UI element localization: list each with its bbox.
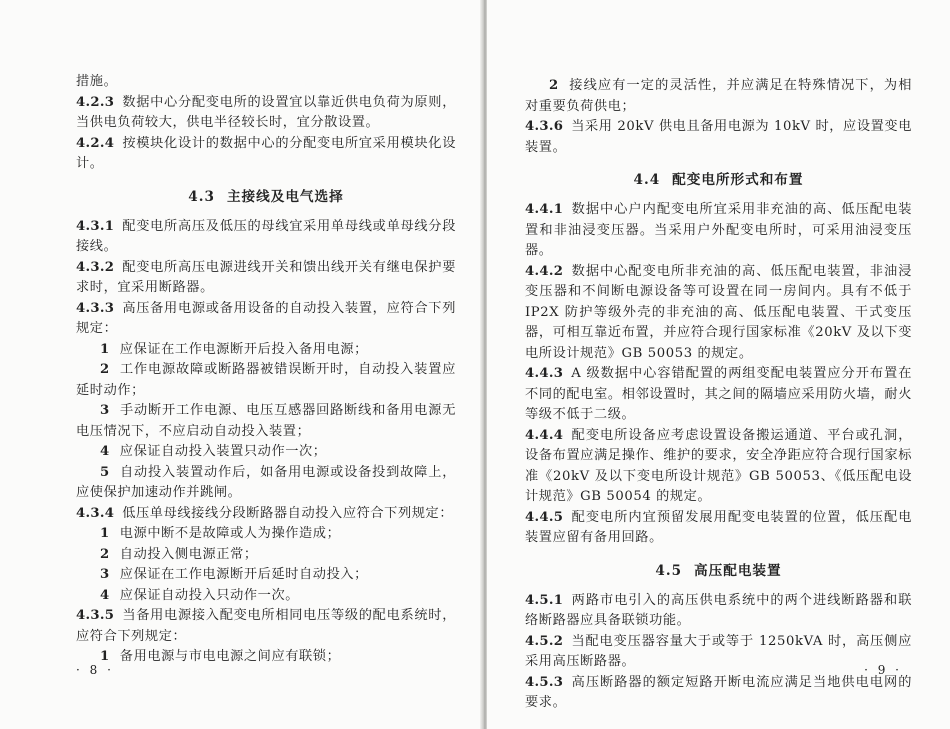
clause-paragraph [525, 508, 912, 549]
list-item-text: 应保证自动投入装置只动作一次； [119, 444, 327, 459]
list-item-number: 5 [100, 464, 110, 480]
list-item [76, 545, 456, 566]
clause-paragraph [525, 262, 912, 365]
clause-number: 4.3.2 [76, 259, 115, 275]
list-item-number: 4 [100, 587, 110, 603]
clause-text: 配变电所高压电源进线开关和馈出线开关有继电保护要求时，宜采用断路器。 [76, 259, 456, 295]
clause-number: 4.5.3 [525, 674, 564, 690]
clause-number: 4.4.2 [525, 263, 564, 279]
list-item [76, 586, 456, 607]
list-item-text: 应保证在工作电源断开后延时自动投入； [119, 567, 368, 582]
section-heading [525, 168, 912, 188]
list-item [76, 360, 456, 401]
clause-paragraph [76, 606, 456, 647]
page-left-body [76, 72, 456, 668]
clause-text: 两路市电引入的高压供电系统中的两个进线断路器和联络断路器应具备联锁功能。 [525, 592, 912, 628]
clause-text: 数据中心配变电所非充油的高、低压配电装置，非油浸变压器和不间断电源设备等可设置在同一房间内。具有不低于 IP2X 防护等级外壳的非充油的高、低压配电装置、干式变压器，可相互靠近布置，并应符合现行国家标准《20kV 及以下变电所设计规范》GB 50053 的规定。 [525, 263, 912, 361]
page-number-right: · 9 · [864, 663, 902, 677]
list-item-number: 1 [100, 341, 110, 357]
clause-paragraph [525, 632, 912, 673]
clause-number: 4.3.1 [76, 218, 115, 234]
clause-text: A 级数据中心容错配置的两组变配电装置应分开布置在不同的配电室。相邻设置时，其之间的隔墙应采用防火墙，耐火等级不低于二级。 [525, 366, 912, 422]
page-right-body [525, 76, 912, 714]
clause-text: 低压单母线接线分段断路器自动投入应符合下列规定： [122, 505, 454, 521]
list-item-number: 2 [100, 362, 110, 377]
clause-paragraph [76, 217, 456, 258]
list-item [76, 565, 456, 586]
list-item-text: 应保证自动投入只动作一次。 [119, 587, 300, 603]
list-item [76, 401, 456, 442]
clause-number: 4.3.5 [76, 608, 115, 623]
clause-paragraph [76, 134, 456, 175]
section-title: 配变电所形式和布置 [672, 172, 804, 188]
page-number-left: · 8 · [76, 663, 114, 677]
clause-text: 数据中心分配变电所的设置宜以靠近供电负荷为原则，当供电负荷较大，供电半径较长时，宜分散设置。 [76, 94, 456, 130]
clause-paragraph [76, 258, 456, 299]
clause-number: 4.3.4 [76, 505, 115, 521]
clause-paragraph [525, 591, 912, 632]
list-item-number: 2 [100, 546, 110, 562]
list-item-text: 备用电源与市电电源之间应有联锁； [119, 649, 341, 664]
section-title: 高压配电装置 [694, 562, 782, 579]
clause-text: 当配电变压器容量大于或等于 1250kVA 时，高压侧应采用高压断路器。 [525, 633, 912, 669]
list-item [76, 340, 456, 361]
list-item-number: 2 [549, 78, 559, 93]
list-item [76, 463, 456, 504]
clause-text: 当采用 20kV 供电且备用电源为 10kV 时，应设置变电装置。 [525, 119, 912, 155]
clause-paragraph [76, 299, 456, 340]
clause-text: 配变电所高压及低压的母线宜采用单母线或单母线分段接线。 [76, 218, 456, 254]
section-heading [76, 185, 456, 205]
clause-number: 4.4.1 [525, 202, 564, 217]
clause-number: 4.3.3 [76, 300, 115, 316]
clause-text: 高压断路器的额定短路开断电流应满足当地供电电网的要求。 [525, 674, 912, 710]
clause-number: 4.3.6 [525, 119, 564, 134]
clause-text: 高压备用电源或备用设备的自动投入装置，应符合下列规定： [76, 300, 456, 336]
section-number: 4.4 [633, 172, 661, 188]
clause-paragraph [525, 364, 912, 426]
clause-text: 配变电所内宜预留发展用配变电装置的位置，低压配电装置应留有备用回路。 [525, 509, 912, 545]
list-item-text: 手动断开工作电源、电压互感器回路断线和备用电源无电压情况下，不应启动自动投入装置； [76, 403, 456, 439]
clause-number: 4.5.1 [525, 592, 564, 608]
clause-text: 配变电所设备应考虑设置设备搬运通道、平台或孔洞，设备布置应满足操作、维护的要求，安全净距应符合现行国家标准《20kV 及以下变电所设计规范》GB 50053、《低压配电设计规范》GB 50054 的规定。 [525, 427, 912, 504]
page-right [487, 0, 950, 729]
clause-number: 4.2.4 [76, 135, 115, 151]
clause-text: 数据中心户内配变电所宜采用非充油的高、低压配电装置和非油浸变压器。当采用户外配变电所时，可采用油浸变压器。 [525, 202, 912, 258]
clause-paragraph [525, 117, 912, 158]
clause-paragraph [76, 504, 456, 525]
section-number: 4.3 [188, 188, 215, 205]
section-number: 4.5 [655, 562, 683, 579]
section-title: 主接线及电气选择 [226, 188, 344, 205]
list-item-text: 应保证在工作电源断开后投入备用电源； [119, 341, 368, 357]
section-heading [525, 559, 912, 579]
clause-number: 4.4.4 [525, 427, 564, 443]
list-item [76, 524, 456, 545]
list-item-number: 3 [100, 403, 110, 418]
clause-number: 4.4.5 [525, 509, 564, 525]
clause-paragraph [525, 200, 912, 262]
list-item-number: 3 [100, 567, 110, 582]
clause-number: 4.2.3 [76, 94, 115, 110]
clause-paragraph [525, 426, 912, 508]
list-item-text: 电源中断不是故障或人为操作造成； [119, 526, 341, 541]
list-item [76, 442, 456, 463]
list-item-number: 1 [100, 649, 110, 664]
clause-text: 按模块化设计的数据中心的分配变电所宜采用模块化设计。 [76, 135, 456, 171]
list-item-number: 1 [100, 526, 110, 541]
list-item [525, 76, 912, 117]
list-item [76, 647, 456, 668]
list-item-number: 4 [100, 444, 110, 459]
paragraph: 措施。 [76, 74, 118, 89]
list-item-text: 自动投入装置动作后，如备用电源或设备投到故障上，应使保护加速动作并跳闸。 [76, 464, 456, 500]
clause-number: 4.5.2 [525, 633, 564, 649]
list-item-text: 自动投入侧电源正常； [119, 546, 258, 562]
clause-text: 当备用电源接入配变电所相同电压等级的配电系统时，应符合下列规定： [76, 608, 456, 644]
list-item-text: 工作电源故障或断路器被错误断开时，自动投入装置应延时动作； [76, 362, 456, 398]
list-item-text: 接线应有一定的灵活性，并应满足在特殊情况下，为相对重要负荷供电； [525, 78, 912, 114]
clause-paragraph [76, 93, 456, 134]
clause-number: 4.4.3 [525, 366, 564, 381]
clause-paragraph [525, 673, 912, 714]
